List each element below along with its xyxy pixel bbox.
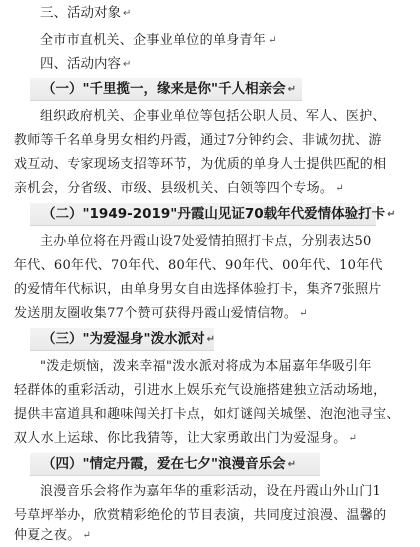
item3-line-text: 双人水上运球、你比我猜等，让大家勇敢出门为爱湿身。 bbox=[14, 431, 347, 446]
item2-line-last bbox=[0, 303, 420, 325]
item1-title-text: （一）"千里揽一，缘来是你"千人相亲会 bbox=[42, 81, 286, 97]
item1-line-text: 亲机会，分省级、市级、县级机关、白领等四个专场。 bbox=[14, 181, 334, 196]
paragraph-mark-icon: ↵ bbox=[206, 334, 215, 345]
paragraph-mark-icon: ↵ bbox=[287, 459, 296, 470]
section4-heading-text: 四、活动内容 bbox=[40, 56, 121, 72]
item4-line: 号草坪举办，欣赏精彩绝伦的节目表演，共同度过浪漫、温馨的 bbox=[14, 508, 387, 523]
item4-title bbox=[0, 453, 420, 475]
item1-title bbox=[0, 78, 420, 100]
item2-title-text: （二）"1949-2019"丹霞山见证70载年代爱情体验打卡 bbox=[42, 206, 386, 222]
paragraph-mark-icon: ↵ bbox=[287, 84, 296, 95]
paragraph-mark-icon: ↵ bbox=[123, 59, 132, 70]
item1-line: 组织政府机关、企事业单位等包括公职人员、军人、医护、 bbox=[40, 109, 386, 124]
item2-line-text: 发送朋友圈收集77个赞可获得丹霞山爱情信物。 bbox=[14, 306, 298, 321]
item4-line: 浪漫音乐会将作为嘉年华的重彩活动，设在丹霞山外山门1 bbox=[40, 484, 382, 499]
item1-line: 教师等千名单身男女相约丹霞，通过7分钟约会、非诚勿扰、游 bbox=[14, 133, 382, 148]
section3-heading-text: 三、活动对象 bbox=[40, 5, 121, 21]
section3-text bbox=[0, 30, 420, 52]
section4-heading bbox=[0, 53, 420, 75]
item2-line: 年代、60年代、70年代、80年代、90年代、00年代、10年代 bbox=[14, 258, 383, 273]
section3-text-content: 全市市直机关、企事业单位的单身青年 bbox=[40, 33, 267, 48]
paragraph-mark-icon: ↵ bbox=[348, 433, 358, 444]
paragraph-mark-icon: ↵ bbox=[335, 183, 344, 194]
item2-line: 主办单位将在丹霞山设7处爱情拍照打卡点，分别表达50 bbox=[40, 234, 372, 249]
item3-title-text: （三）"为爱湿身"泼水派对 bbox=[42, 331, 205, 347]
item1-line: 戏互动、专家现场支招等环节，为优质的单身人士提供匹配的相 bbox=[14, 157, 387, 172]
item3-line: 轻群体的重彩活动，引进水上娱乐充气设施搭建独立活动场地， bbox=[14, 383, 387, 398]
item3-line-last bbox=[0, 428, 420, 450]
paragraph-mark-icon: ↵ bbox=[299, 308, 308, 319]
section3-heading bbox=[0, 2, 420, 24]
paragraph-mark-icon: ↵ bbox=[268, 35, 277, 46]
item2-title bbox=[0, 203, 420, 225]
item2-line: 的爱情年代标识，由单身男女自由选择体验打卡，集齐7张照片 bbox=[14, 282, 382, 297]
item4-line-text: 仲夏之夜。 bbox=[14, 528, 81, 543]
paragraph-mark-icon: ↵ bbox=[123, 8, 132, 19]
item1-line-last bbox=[0, 178, 420, 200]
item3-line: 提供丰富道具和趣味闯关打卡点，如灯谜闯关城堡、泡泡池寻宝、 bbox=[14, 407, 400, 422]
item4-title-text: （四）"情定丹霞，爱在七夕"浪漫音乐会 bbox=[42, 456, 286, 472]
paragraph-mark-icon: ↵ bbox=[82, 530, 92, 541]
item3-title bbox=[0, 328, 420, 350]
paragraph-mark-icon: ↵ bbox=[387, 209, 396, 220]
item3-line: "泼走烦恼，泼来幸福"泼水派对将成为本届嘉年华吸引年 bbox=[40, 359, 372, 374]
